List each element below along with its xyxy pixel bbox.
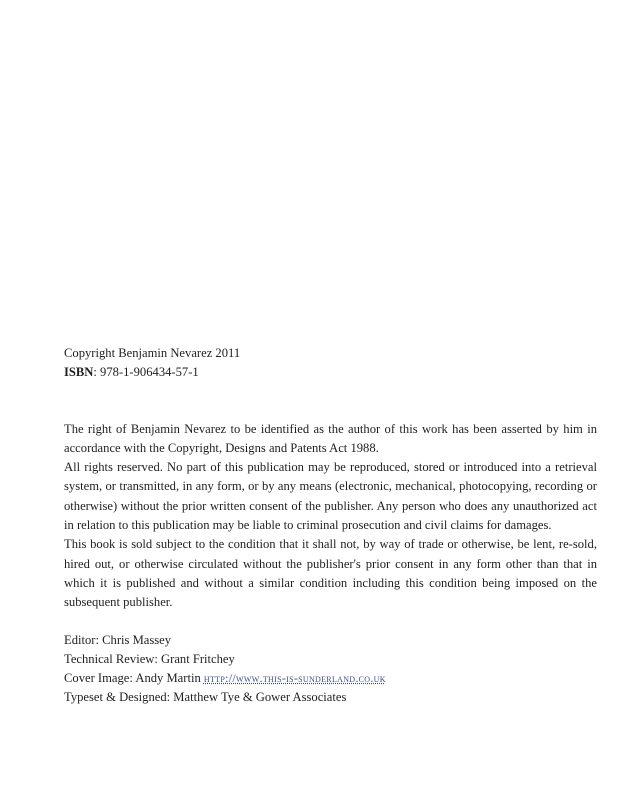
spacer <box>64 613 597 631</box>
isbn-line <box>64 363 597 382</box>
credit-typeset: Typeset & Designed: Matthew Tye & Gower Associates <box>64 690 347 705</box>
cover-image-label: Cover Image: Andy Martin <box>64 671 204 686</box>
spacer <box>64 383 597 420</box>
isbn-label: ISBN <box>64 365 94 380</box>
credit-editor: Editor: Chris Massey <box>64 632 172 647</box>
copyright-page <box>64 344 597 708</box>
credit-technical-review: Technical Review: Grant Fritchey <box>64 651 235 666</box>
rights-paragraph-author: The right of Benjamin Nevarez to be identified as the author of this work has been asserted by him in accordance with the Copyright, Designs and Patents Act 1988. <box>64 421 597 455</box>
isbn-value: : 978-1-906434-57-1 <box>93 365 199 380</box>
rights-paragraph-reserved: All rights reserved. No part of this publication may be reproduced, stored or introduced into a retrieval system, or transmitted, in any form, or by any means (electronic, mechanical, photocopying, recording or otherwise) without the prior written consent of the publisher. Any person who does any unauthorized act in relation to this publication may be liable to criminal prosecution and civil claims for damages. <box>64 460 597 533</box>
rights-paragraph-resale: This book is sold subject to the condition that it shall not, by way of trade or otherwise, be lent, re-sold, hired out, or otherwise circulated without the publisher's prior consent in any form other than that in which it is published and without a similar condition including this condition being imposed on the subsequent publisher. <box>64 537 597 610</box>
credit-cover-image <box>64 669 597 688</box>
copyright-line: Copyright Benjamin Nevarez 2011 <box>64 346 241 360</box>
cover-image-link[interactable]: http://www.this-is-sunderland.co.uk <box>203 671 386 686</box>
